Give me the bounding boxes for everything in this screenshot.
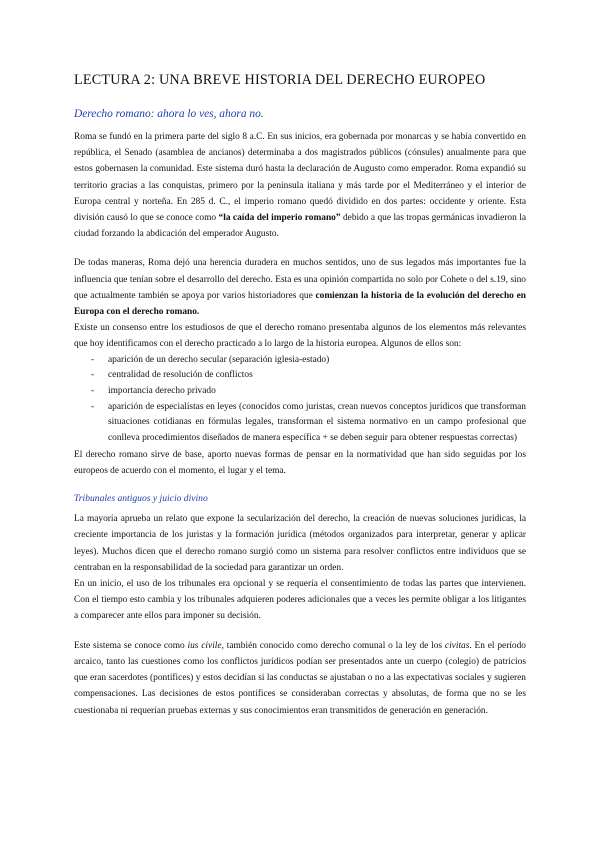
- italic-ius-civile: ius civile: [187, 640, 222, 651]
- paragraph-roma-fundacion: [74, 129, 526, 242]
- list-item: [74, 400, 526, 447]
- list-dash: -: [91, 401, 95, 412]
- list-item: [74, 368, 526, 384]
- paragraph-herencia: [74, 255, 526, 320]
- paragraph-text: . En el período arcaico, tanto las cuestiones como los conflictos jurídicos podían ser presentados ante un cuerpo (colegio) de patricios que eran sacerdotes (pontífices) y estos decidían si las conductas se ajustaban o no a las expectativas sociales y sugieren compensaciones. Las decisiones de estos pontífices se consideraban correctas y absolutas, de forma que no se les cuestionaba ni requerían pruebas externas y sus conocimientos eran transmitidos de generación en generación.: [74, 640, 526, 716]
- paragraph-text: Roma se fundó en la primera parte del siglo 8 a.C. En sus inicios, era gobernada por monarcas y se había convertido en república, el Senado (asamblea de ancianos) determinaba a dos magistrados públicos (cónsules) anualmente para que estos gobernasen la comunidad. Este sistema duró hasta la declaración de Augusto como emperador. Roma expandió su territorio gracias a las conquistas, primero por la península italiana y más tarde por el Mediterráneo y el interior de Europa central y norteña. En 285 d. C., el imperio romano quedó dividido en dos partes: occidente y oriente. Esta división causó lo que se conoce como: [74, 132, 526, 224]
- list-item-text: aparición de especialistas en leyes (conocidos como juristas, crean nuevos conceptos jurídicos que transforman situaciones cotidianas en fórmulas legales, transforman el sistema normativo en un campo profesional que conlleva procedimientos diseñados de manera específica + se deben seguir para obtener respuestas correctas): [108, 401, 526, 444]
- list-item: [74, 353, 526, 369]
- paragraph-text: Este sistema se conoce como: [74, 640, 188, 651]
- paragraph-tribunales-opcional: En un inicio, el uso de los tribunales era opcional y se requería el consentimiento de todas las partes que intervienen. Con el tiempo esto cambia y los tribunales adquieren poderes adicionales que a veces les permite obligar a los litigantes a comparecer ante ellos para imponer su decisión.: [74, 579, 526, 622]
- list-item-text: importancia derecho privado: [108, 386, 216, 397]
- list-dash: -: [91, 370, 95, 381]
- paragraph-text: , también conocido como derecho comunal o la ley de los: [221, 640, 445, 651]
- list-item-text: centralidad de resolución de conflictos: [108, 370, 253, 381]
- paragraph-ius-civile: [74, 638, 526, 719]
- list-item: [74, 384, 526, 400]
- paragraph-consenso: Existe un consenso entre los estudiosos de que el derecho romano presentaba algunos de los elementos más relevantes que hoy identificamos con el derecho practicado a lo largo de la historia europea. Algunos de ellos son:: [74, 323, 526, 350]
- paragraph-base: El derecho romano sirve de base, aporto nuevas formas de pensar en la normatividad que han sido seguidas por los europeos de acuerdo con el momento, el lugar y el tema.: [74, 449, 526, 477]
- italic-civitas: civitas: [444, 640, 470, 651]
- page-title: LECTURA 2: UNA BREVE HISTORIA DEL DERECHO EUROPEO: [74, 72, 486, 88]
- list-dash: -: [91, 354, 95, 365]
- section-heading-derecho-romano: Derecho romano: ahora lo ves, ahora no.: [74, 108, 264, 120]
- bold-historia-evolucion: comienzan la historia de la evolución del derecho en Europa con el derecho romano.: [74, 290, 526, 318]
- paragraph-relato: La mayoría aprueba un relato que expone la secularización del derecho, la creación de nuevas soluciones jurídicas, la creciente importancia de los juristas y la formación jurídica (métodos organizados para interpretar, generar y aplicar leyes). Muchos dicen que el derecho romano surgió como un sistema para resolver conflictos entre individuos que se centraban en la responsabilidad de la sociedad para garantizar un orden.: [74, 514, 526, 573]
- paragraph-gap: [74, 242, 526, 255]
- list-item-text: aparición de un derecho secular (separación iglesia-estado): [108, 354, 330, 365]
- paragraph-text: De todas maneras, Roma dejó una herencia duradera en muchos sentidos, uno de sus legados más importantes fue la influencia que tenían sobre el desarrollo del derecho. Esta es una opinión compartida no solo por Cohete o del s.19, sino que actualmente también se apoya por varios historiadores que: [74, 258, 526, 301]
- bold-caida-imperio: “la caída del imperio romano”: [218, 213, 341, 224]
- elements-list: [74, 353, 526, 447]
- paragraph-gap: [74, 625, 526, 638]
- section-heading-tribunales: Tribunales antiguos y juicio divino: [74, 493, 208, 505]
- list-dash: -: [91, 386, 95, 397]
- paragraph-text: debido a que las tropas germánicas invadieron la ciudad forzando la abdicación del emperador Augusto.: [74, 213, 526, 240]
